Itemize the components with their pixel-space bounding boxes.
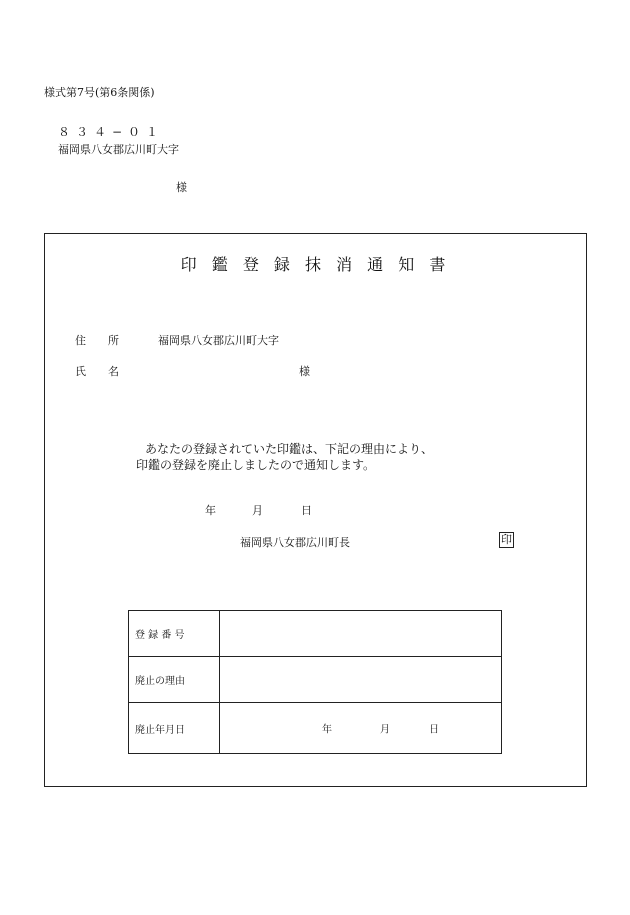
date-month: 月	[252, 504, 263, 517]
seal-mark: 印	[501, 533, 512, 546]
name-label: 氏 名	[75, 365, 119, 378]
abolish-reason-value	[220, 657, 502, 703]
abolish-date-day: 日	[429, 724, 439, 736]
table-row	[129, 611, 502, 657]
address-value: 福岡県八女郡広川町大字	[158, 334, 279, 347]
date-year: 年	[205, 504, 216, 517]
recipient-honorific: 様	[176, 181, 187, 194]
issuer-name: 福岡県八女郡広川町長	[240, 536, 350, 549]
name-honorific: 様	[299, 365, 310, 378]
notice-title: 印 鑑 登 録 抹 消 通 知 書	[180, 255, 451, 274]
registration-number-label: 登 録 番 号	[129, 611, 220, 657]
abolish-reason-label: 廃止の理由	[129, 657, 220, 703]
postal-code: ８３４−０１	[58, 125, 165, 139]
abolish-date-label: 廃止年月日	[129, 703, 220, 754]
recipient-address: 福岡県八女郡広川町大字	[58, 143, 179, 156]
table-row	[129, 703, 502, 754]
notice-body-line-2: 印鑑の登録を廃止しましたので通知します。	[136, 458, 376, 472]
address-label: 住 所	[75, 334, 119, 347]
abolish-date-year: 年	[322, 724, 332, 736]
form-number: 様式第7号(第6条関係)	[44, 86, 155, 99]
abolish-date-month: 月	[380, 724, 390, 736]
abolish-date-value	[220, 703, 502, 754]
registration-table	[128, 610, 502, 754]
notice-body-line-1: あなたの登録されていた印鑑は、下記の理由により、	[145, 442, 434, 456]
notice-frame	[44, 233, 587, 787]
date-day: 日	[301, 504, 312, 517]
registration-number-value	[220, 611, 502, 657]
table-row	[129, 657, 502, 703]
